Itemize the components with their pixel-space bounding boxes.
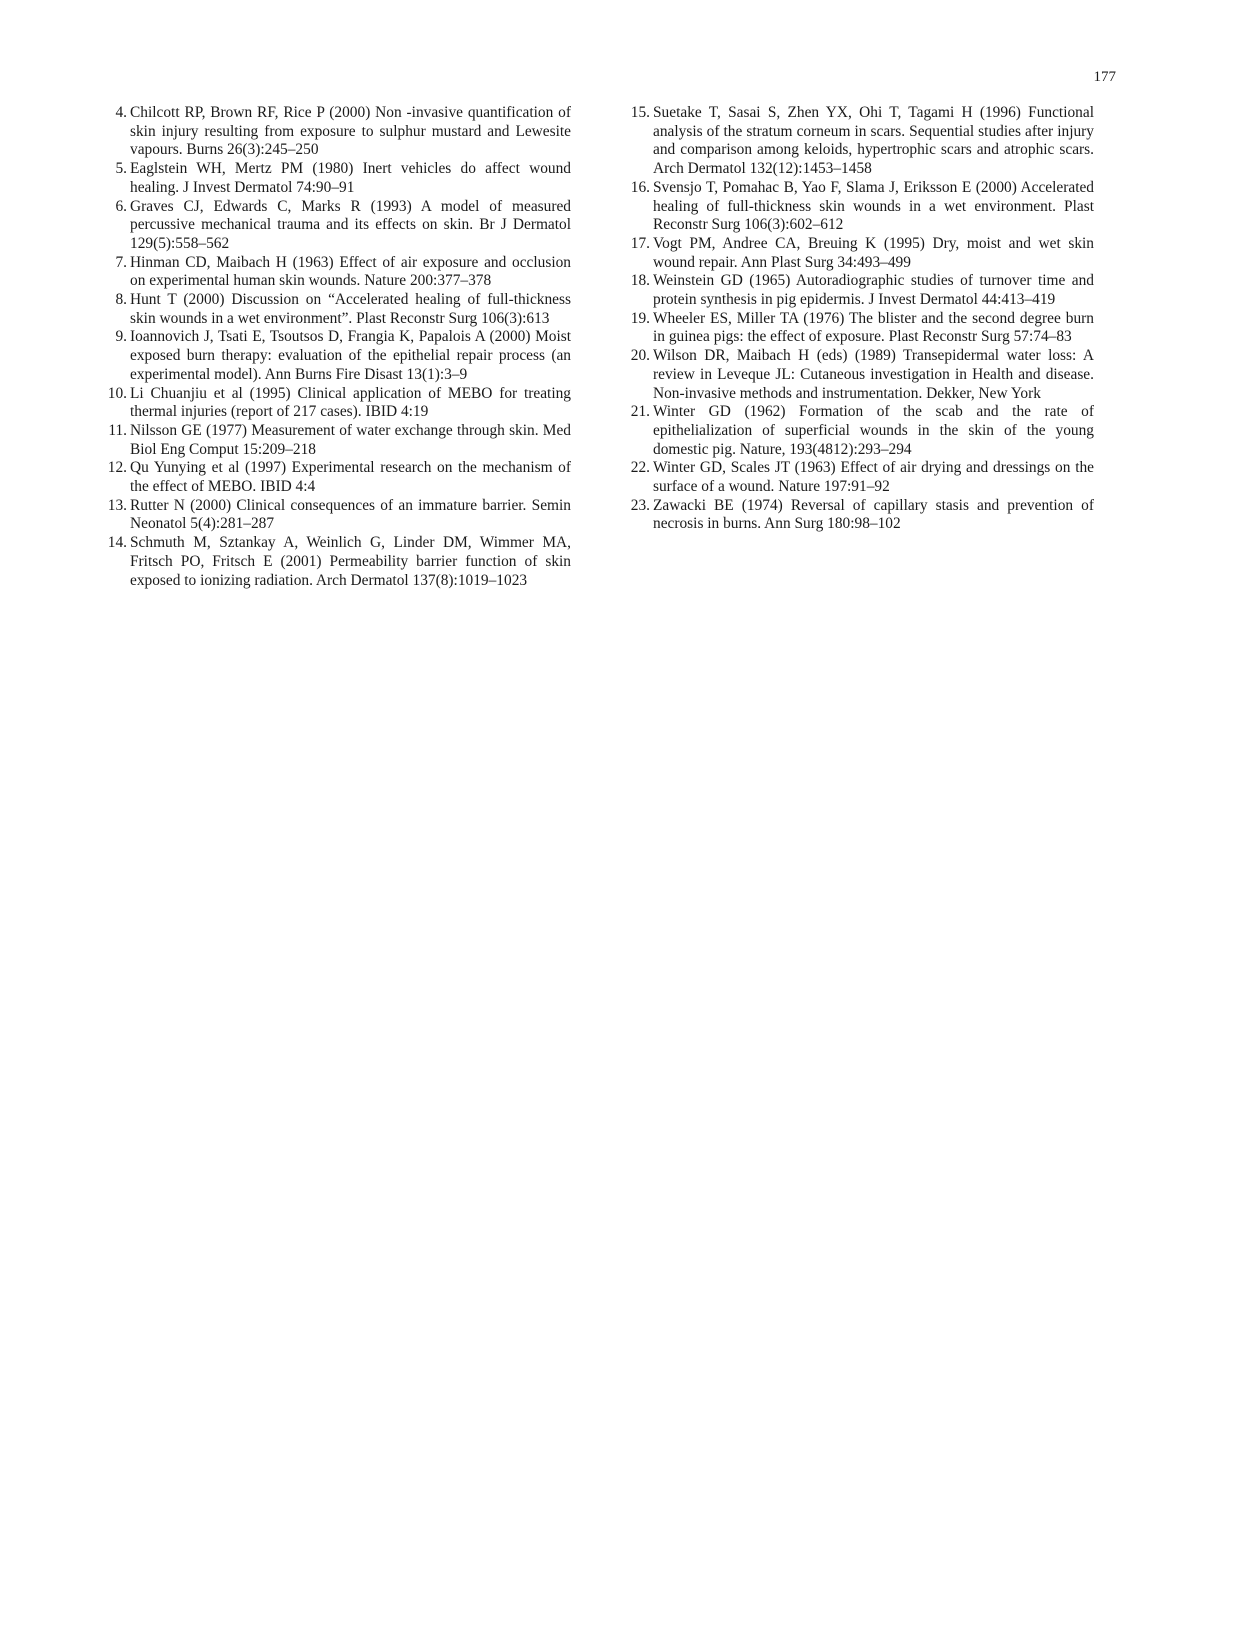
reference-text: Rutter N (2000) Clinical consequences of an immature barrier. Semin Neonatol 5(4):281–287 bbox=[130, 496, 571, 533]
reference-item bbox=[105, 160, 571, 197]
reference-item bbox=[628, 310, 1094, 347]
reference-text: Vogt PM, Andree CA, Breuing K (1995) Dry, moist and wet skin wound repair. Ann Plast Surg 34:493–499 bbox=[653, 234, 1094, 271]
reference-item bbox=[628, 272, 1094, 309]
reference-text: Hinman CD, Maibach H (1963) Effect of air exposure and occlusion on experimental human skin wounds. Nature 200:377–378 bbox=[130, 253, 571, 290]
reference-item bbox=[628, 497, 1094, 534]
reference-number: 21. bbox=[630, 403, 650, 421]
reference-item bbox=[105, 104, 571, 160]
reference-item bbox=[628, 179, 1094, 235]
reference-number: 13. bbox=[107, 496, 127, 514]
reference-number: 4. bbox=[115, 104, 127, 121]
reference-text: Zawacki BE (1974) Reversal of capillary stasis and prevention of necrosis in burns. Ann Surg 180:98–102 bbox=[653, 496, 1094, 533]
reference-number: 8. bbox=[115, 291, 127, 309]
reference-text: Chilcott RP, Brown RF, Rice P (2000) Non -invasive quantification of skin injury resulting from exposure to sulphur mustard and Lewesite vapours. Burns 26(3):245–250 bbox=[130, 104, 571, 159]
reference-text: Ioannovich J, Tsati E, Tsoutsos D, Frangia K, Papalois A (2000) Moist exposed burn therapy: evaluation of the epithelial repair process (an experimental model). Ann Burns Fire Disast 13(1):3–9 bbox=[130, 328, 571, 383]
reference-item bbox=[105, 291, 571, 328]
reference-text: Schmuth M, Sztankay A, Weinlich G, Linder DM, Wimmer MA, Fritsch PO, Fritsch E (2001) Permeability barrier function of skin exposed to ionizing radiation. Arch Dermatol 137(8):1019–1023 bbox=[130, 534, 571, 589]
reference-text: Svensjo T, Pomahac B, Yao F, Slama J, Eriksson E (2000) Accelerated healing of full-thickness skin wounds in a wet environment. Plast Reconstr Surg 106(3):602–612 bbox=[653, 178, 1094, 234]
reference-item bbox=[628, 104, 1094, 179]
reference-number: 18. bbox=[630, 272, 650, 290]
reference-item bbox=[105, 385, 571, 422]
reference-number: 6. bbox=[115, 197, 127, 215]
reference-number: 5. bbox=[115, 160, 127, 178]
reference-item bbox=[105, 534, 571, 590]
reference-text: Graves CJ, Edwards C, Marks R (1993) A model of measured percussive mechanical trauma and its effects on skin. Br J Dermatol 129(5):558–562 bbox=[130, 197, 571, 252]
reference-item bbox=[628, 403, 1094, 459]
reference-item bbox=[105, 328, 571, 384]
reference-text: Eaglstein WH, Mertz PM (1980) Inert vehicles do affect wound healing. J Invest Dermatol 74:90–91 bbox=[130, 160, 571, 196]
reference-text: Qu Yunying et al (1997) Experimental research on the mechanism of the effect of MEBO. IBID 4:4 bbox=[130, 459, 571, 496]
reference-item bbox=[628, 235, 1094, 272]
reference-item bbox=[628, 459, 1094, 496]
reference-item bbox=[105, 497, 571, 534]
reference-item bbox=[628, 347, 1094, 403]
reference-text: Suetake T, Sasai S, Zhen YX, Ohi T, Tagami H (1996) Functional analysis of the stratum corneum in scars. Sequential studies after injury and comparison among keloids, hypertrophic scars and atrophic scars. Arch Dermatol 132(12):1453–1458 bbox=[653, 104, 1094, 178]
reference-text: Li Chuanjiu et al (1995) Clinical application of MEBO for treating thermal injuries (report of 217 cases). IBID 4:19 bbox=[130, 384, 571, 421]
reference-number: 7. bbox=[115, 253, 127, 271]
reference-number: 17. bbox=[630, 234, 650, 252]
reference-number: 23. bbox=[630, 496, 650, 514]
reference-item bbox=[105, 459, 571, 496]
page-number: 177 bbox=[1093, 69, 1116, 85]
reference-text: Weinstein GD (1965) Autoradiographic studies of turnover time and protein synthesis in pig epidermis. J Invest Dermatol 44:413–419 bbox=[653, 272, 1094, 309]
reference-number: 20. bbox=[630, 347, 650, 365]
reference-text: Winter GD, Scales JT (1963) Effect of air drying and dressings on the surface of a wound. Nature 197:91–92 bbox=[653, 459, 1094, 496]
reference-text: Winter GD (1962) Formation of the scab and the rate of epithelialization of superficial wounds in the skin of the young domestic pig. Nature, 193(4812):293–294 bbox=[653, 403, 1094, 458]
reference-text: Wheeler ES, Miller TA (1976) The blister and the second degree burn in guinea pigs: the effect of exposure. Plast Reconstr Surg 57:74–83 bbox=[653, 309, 1094, 346]
reference-number: 19. bbox=[630, 309, 650, 327]
reference-number: 14. bbox=[107, 534, 127, 552]
reference-number: 10. bbox=[107, 384, 127, 402]
reference-number: 11. bbox=[108, 421, 127, 439]
reference-number: 15. bbox=[630, 104, 650, 121]
reference-text: Wilson DR, Maibach H (eds) (1989) Transepidermal water loss: A review in Leveque JL: Cutaneous investigation in Health and disease. Non-invasive methods and instrumentation. Dekker, New York bbox=[653, 347, 1094, 402]
reference-text: Nilsson GE (1977) Measurement of water exchange through skin. Med Biol Eng Comput 15:209–218 bbox=[130, 421, 571, 458]
reference-number: 22. bbox=[630, 459, 650, 477]
reference-number: 9. bbox=[115, 328, 127, 346]
reference-list-left bbox=[105, 104, 571, 590]
reference-number: 16. bbox=[630, 178, 650, 196]
reference-list-right bbox=[628, 104, 1094, 534]
reference-item bbox=[105, 198, 571, 254]
reference-item bbox=[105, 254, 571, 291]
reference-item bbox=[105, 422, 571, 459]
reference-text: Hunt T (2000) Discussion on “Accelerated healing of full-thickness skin wounds in a wet environment”. Plast Reconstr Surg 106(3):613 bbox=[130, 291, 571, 327]
reference-number: 12. bbox=[107, 459, 127, 477]
